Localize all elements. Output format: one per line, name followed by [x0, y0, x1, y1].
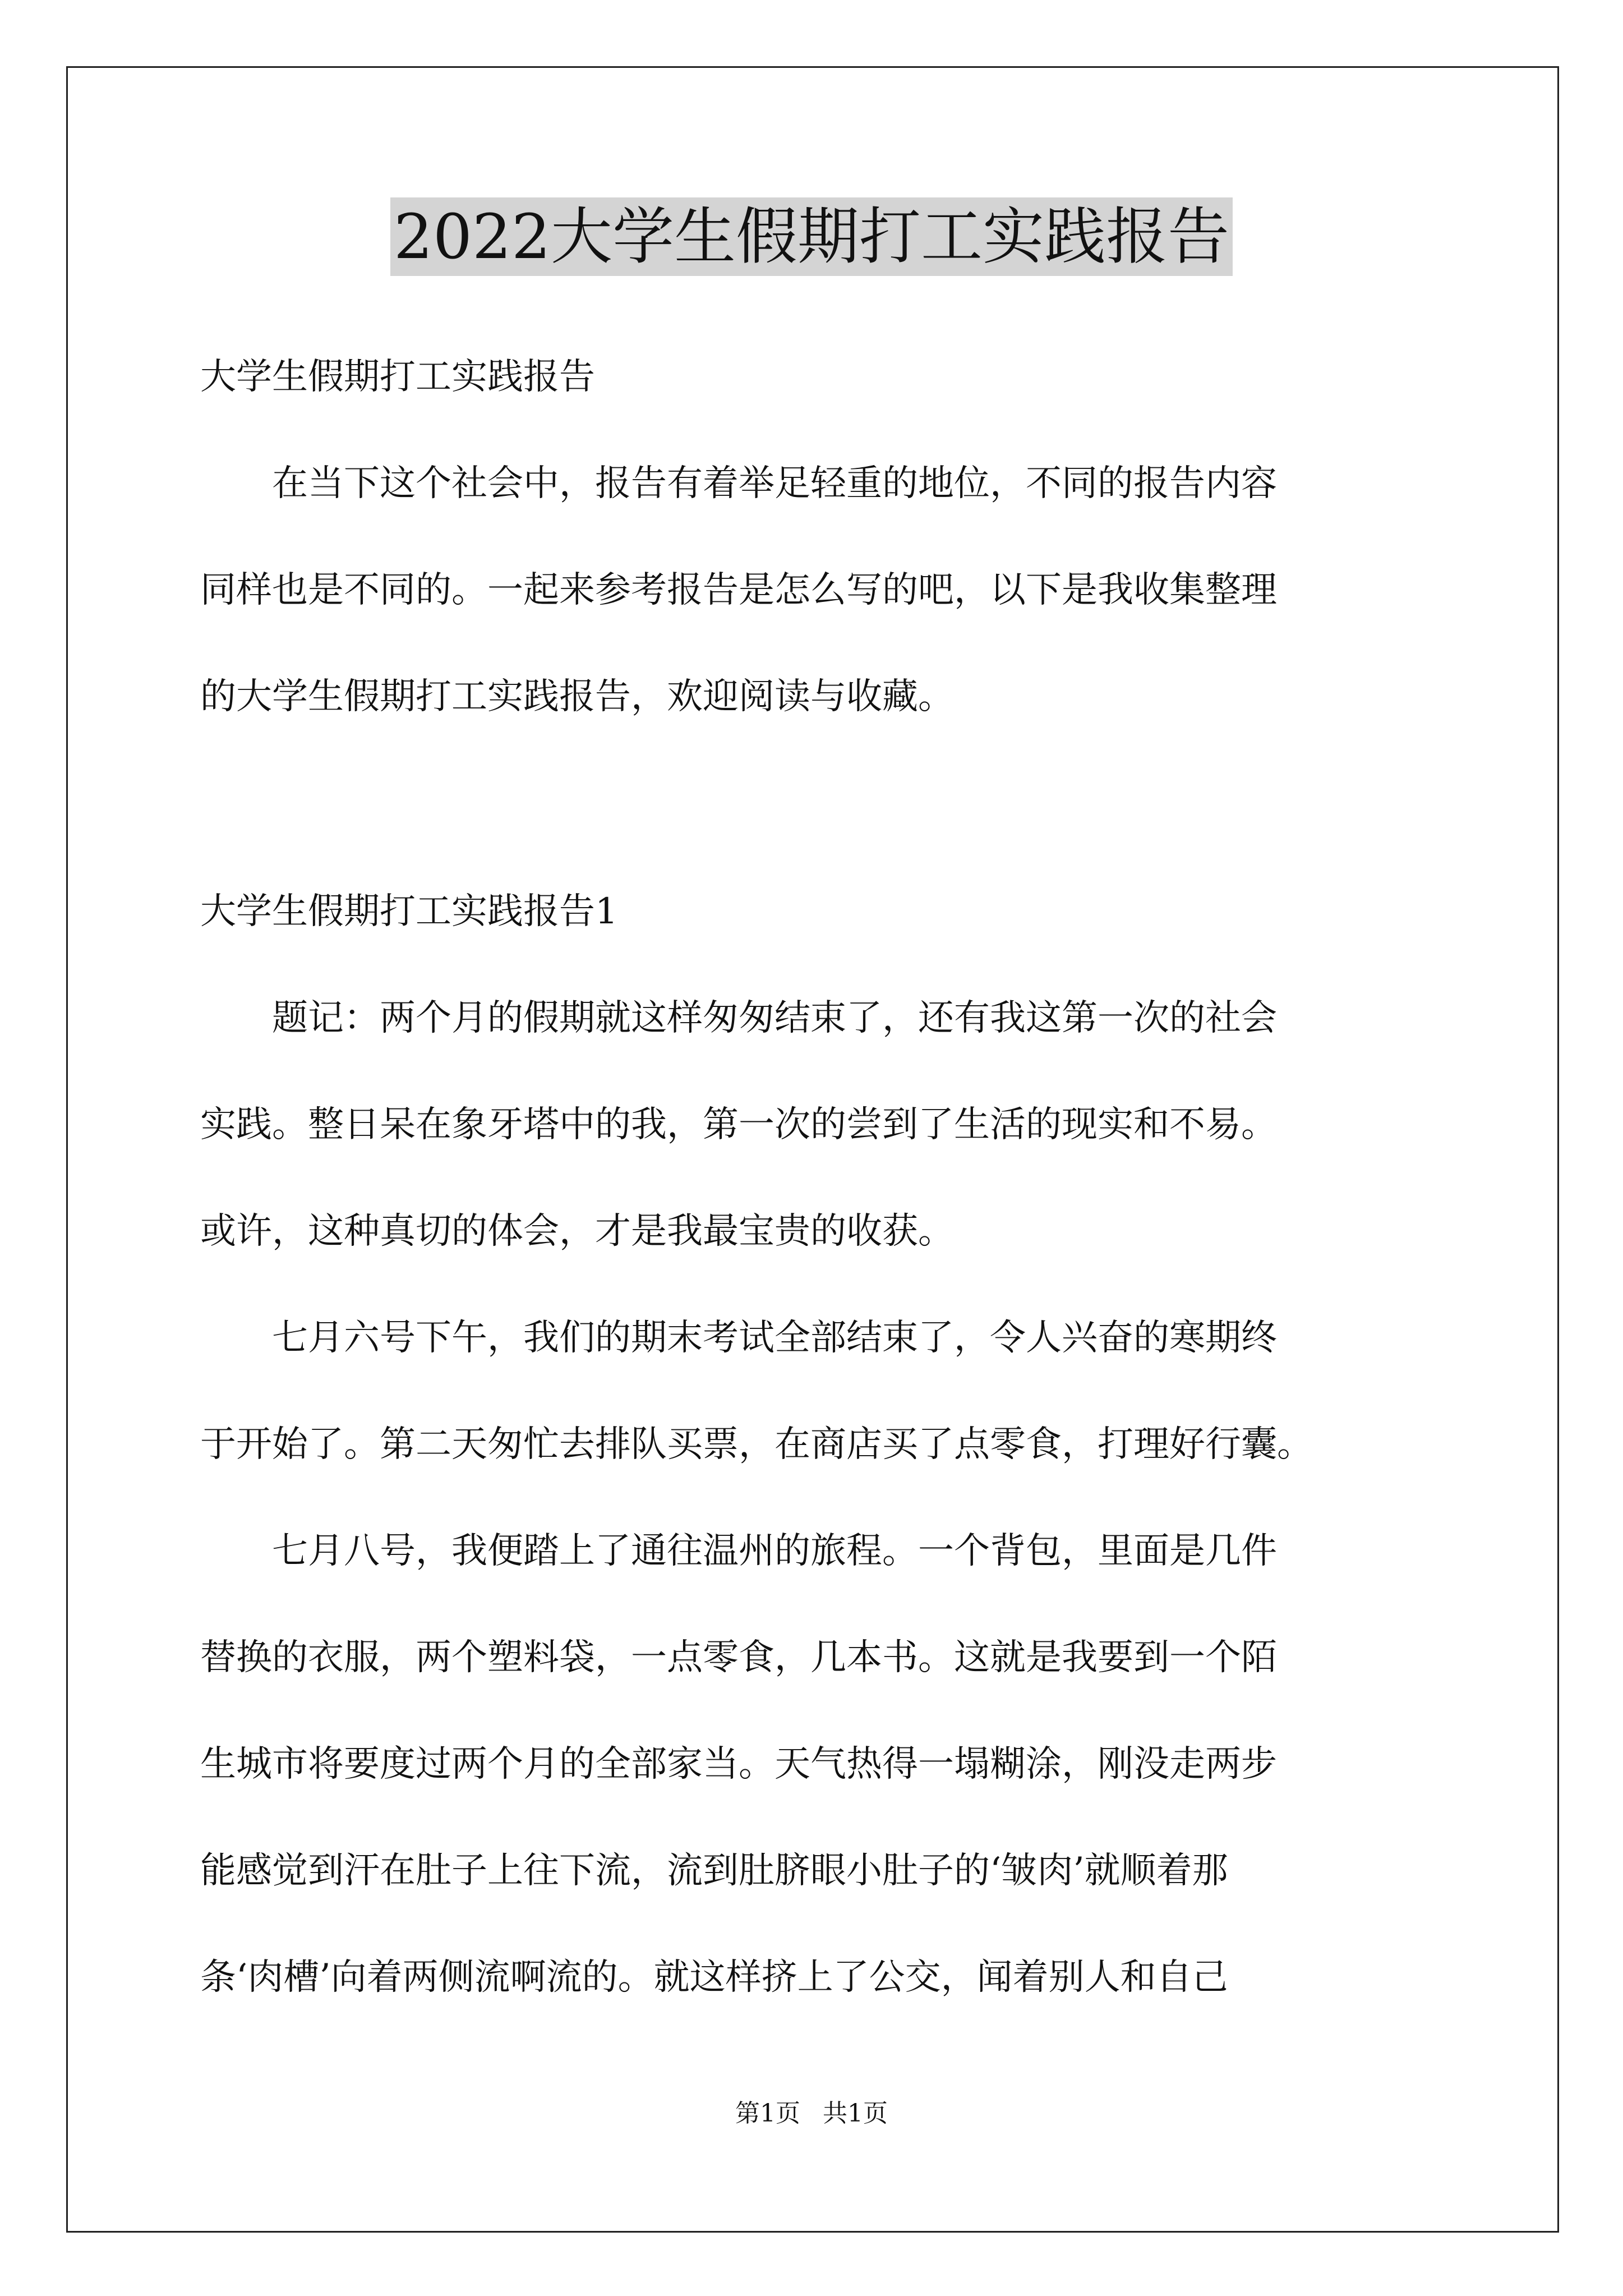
body-line: 题记：两个月的假期就这样匆匆结束了，还有我这第一次的社会: [200, 997, 1277, 1039]
body-line: 七月六号下午，我们的期末考试全部结束了，令人兴奋的寒期终: [200, 1317, 1277, 1359]
title-container: [0, 197, 1623, 276]
page-total: 共1页: [823, 2099, 888, 2128]
body-line: 生城市将要度过两个月的全部家当。天气热得一塌糊涂，刚没走两步: [200, 1743, 1277, 1785]
intro-line: 的大学生假期打工实践报告，欢迎阅读与收藏。: [200, 676, 954, 717]
body-line: 七月八号，我便踏上了通往温州的旅程。一个背包，里面是几件: [200, 1530, 1277, 1572]
body-line: 条‘肉槽’向着两侧流啊流的。就这样挤上了公交，闻着别人和自己: [200, 1957, 1228, 1998]
body-line: 或许，这种真切的体会，才是我最宝贵的收获。: [200, 1211, 954, 1252]
body-line: 替换的衣服，两个塑料袋，一点零食，几本书。这就是我要到一个陌: [200, 1637, 1277, 1678]
intro-line: 同样也是不同的。一起来参考报告是怎么写的吧，以下是我收集整理: [200, 569, 1277, 611]
section-heading: 大学生假期打工实践报告1: [200, 891, 618, 932]
body-line: 实践。整日呆在象牙塔中的我，第一次的尝到了生活的现实和不易。: [200, 1104, 1277, 1145]
body-line: 于开始了。第二天匆忙去排队买票，在商店买了点零食，打理好行囊。: [200, 1424, 1313, 1465]
page-number: 第1页: [735, 2099, 800, 2128]
intro-line: 在当下这个社会中，报告有着举足轻重的地位，不同的报告内容: [200, 463, 1277, 504]
document-title: 2022大学生假期打工实践报告: [390, 197, 1233, 276]
subtitle: 大学生假期打工实践报告: [200, 356, 595, 398]
page-footer: [0, 2097, 1623, 2131]
body-line: 能感觉到汗在肚子上往下流，流到肚脐眼小肚子的‘皱肉’就顺着那: [200, 1850, 1228, 1892]
